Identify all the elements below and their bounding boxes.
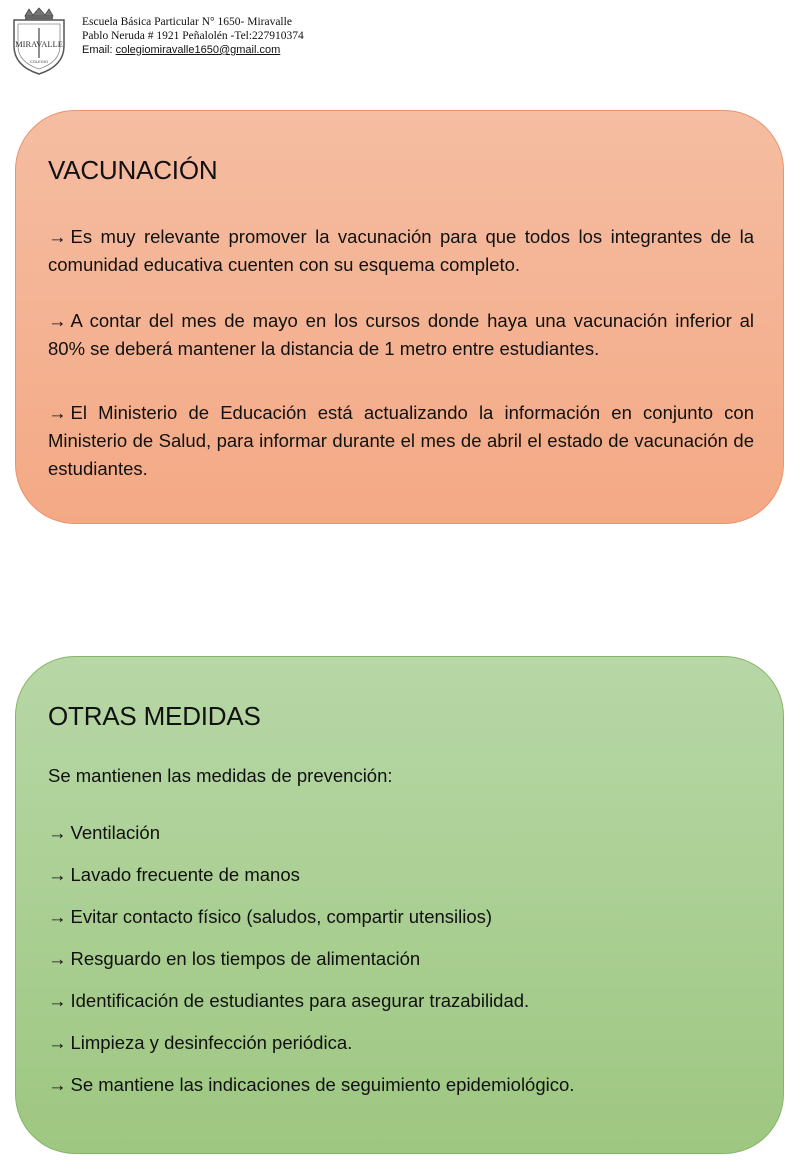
list-item-text: Ventilación [70, 822, 160, 843]
otras-medidas-title: OTRAS MEDIDAS [48, 701, 261, 731]
list-item-text: Identificación de estudiantes para asegurar trazabilidad. [70, 990, 530, 1011]
school-crest-logo [10, 6, 68, 76]
list-item [48, 903, 574, 945]
school-address-line: Pablo Neruda # 1921 Peñalolén -Tel:227910374 [82, 30, 304, 42]
school-email-line [82, 43, 304, 57]
list-item [48, 945, 574, 987]
arrow-icon: → [48, 1074, 67, 1095]
paragraph-text: A contar del mes de mayo en los cursos donde haya una vacunación inferior al 80% se deberá mantener la distancia de 1 metro entre estudiantes. [48, 310, 754, 359]
arrow-icon: → [48, 948, 67, 969]
logo-subtext: COLEGIO [29, 59, 49, 64]
vacunacion-paragraph [48, 307, 754, 363]
arrow-icon: → [48, 402, 67, 423]
list-item-text: Evitar contacto físico (saludos, compartir utensilios) [70, 906, 493, 927]
vacunacion-paragraph [48, 223, 754, 279]
arrow-icon: → [48, 1032, 67, 1053]
vacunacion-paragraph [48, 399, 754, 483]
vacunacion-title: VACUNACIÓN [48, 155, 218, 185]
arrow-icon: → [48, 226, 67, 247]
vacunacion-card [15, 110, 784, 524]
email-link[interactable]: colegiomiravalle1650@gmail.com [115, 44, 281, 56]
email-label: Email: [82, 44, 116, 56]
list-item [48, 819, 574, 861]
arrow-icon: → [48, 822, 67, 843]
prevention-list [48, 819, 574, 1113]
paragraph-text: Es muy relevante promover la vacunación para que todos los integrantes de la comunidad educativa cuenten con su esquema completo. [48, 226, 754, 275]
arrow-icon: → [48, 990, 67, 1011]
arrow-icon: → [48, 310, 67, 331]
list-item [48, 1071, 574, 1113]
page-header [0, 0, 800, 80]
otras-medidas-card [15, 656, 784, 1154]
arrow-icon: → [48, 864, 67, 885]
otras-medidas-subtitle: Se mantienen las medidas de prevención: [48, 765, 393, 786]
list-item [48, 987, 574, 1029]
list-item-text: Lavado frecuente de manos [70, 864, 300, 885]
logo-text: MIRAVALLE [15, 39, 63, 49]
paragraph-text: El Ministerio de Educación está actualizando la información en conjunto con Ministerio de Salud, para informar durante el mes de abril el estado de vacunación de estudiantes. [48, 402, 754, 479]
school-contact-info [82, 15, 304, 57]
list-item [48, 1029, 574, 1071]
list-item-text: Se mantiene las indicaciones de seguimiento epidemiológico. [70, 1074, 575, 1095]
list-item [48, 861, 574, 903]
school-name-line: Escuela Básica Particular N° 1650- Miravalle [82, 16, 292, 28]
list-item-text: Limpieza y desinfección periódica. [70, 1032, 353, 1053]
list-item-text: Resguardo en los tiempos de alimentación [70, 948, 421, 969]
arrow-icon: → [48, 906, 67, 927]
